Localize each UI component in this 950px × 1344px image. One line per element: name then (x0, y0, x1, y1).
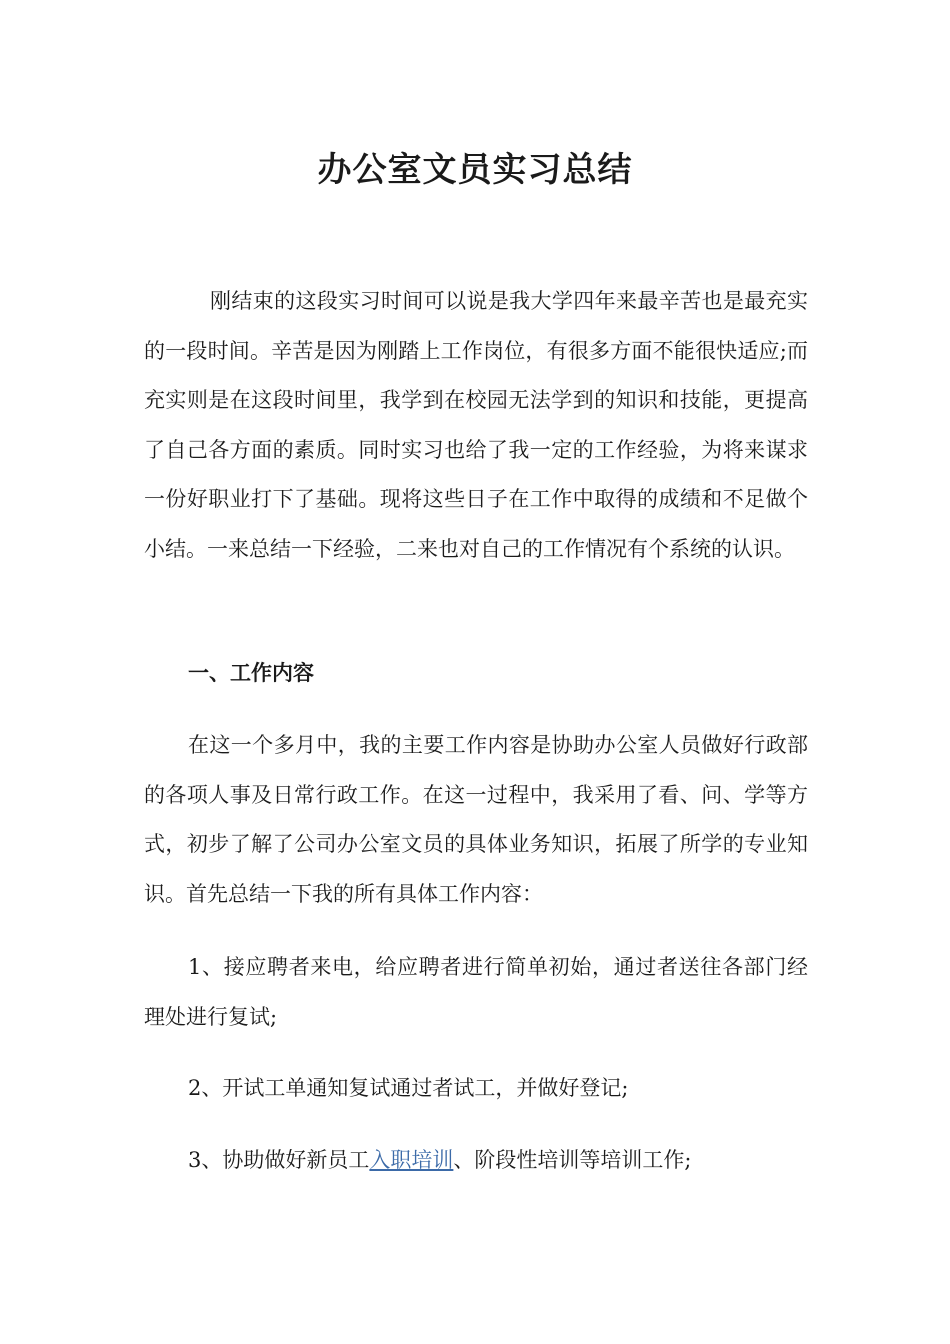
page-title: 办公室文员实习总结 (317, 150, 633, 190)
list-item: 2、开试工单通知复试通过者试工，并做好登记; (188, 1076, 629, 1100)
list-item (144, 1136, 808, 1186)
section-heading-work-content: 一、工作内容 (188, 661, 314, 685)
intro-paragraph: 刚结束的这段实习时间可以说是我大学四年来最辛苦也是最充实的一段时间。辛苦是因为刚踏上工作岗位，有很多方面不能很快适应;而充实则是在这段时间里，我学到在校园无法学到的知识和技能，更提高了自己各方面的素质。同时实习也给了我一定的工作经验，为将来谋求一份好职业打下了基础。现将这些日子在工作中取得的成绩和不足做个小结。一来总结一下经验，二来也对自己的工作情况有个系统的认识。 (144, 289, 808, 561)
work-content-paragraph: 在这一个多月中，我的主要工作内容是协助办公室人员做好行政部的各项人事及日常行政工作。在这一过程中，我采用了看、问、学等方式，初步了解了公司办公室文员的具体业务知识，拓展了所学的专业知识。首先总结一下我的所有具体工作内容： (144, 733, 808, 906)
list-item: 1、接应聘者来电，给应聘者进行简单初始，通过者送往各部门经理处进行复试; (144, 955, 808, 1029)
onboarding-training-link[interactable]: 入职培训 (369, 1148, 454, 1172)
list-item-text: 、阶段性培训等培训工作; (453, 1148, 692, 1172)
list-item-text: 3、协助做好新员工 (188, 1148, 370, 1172)
